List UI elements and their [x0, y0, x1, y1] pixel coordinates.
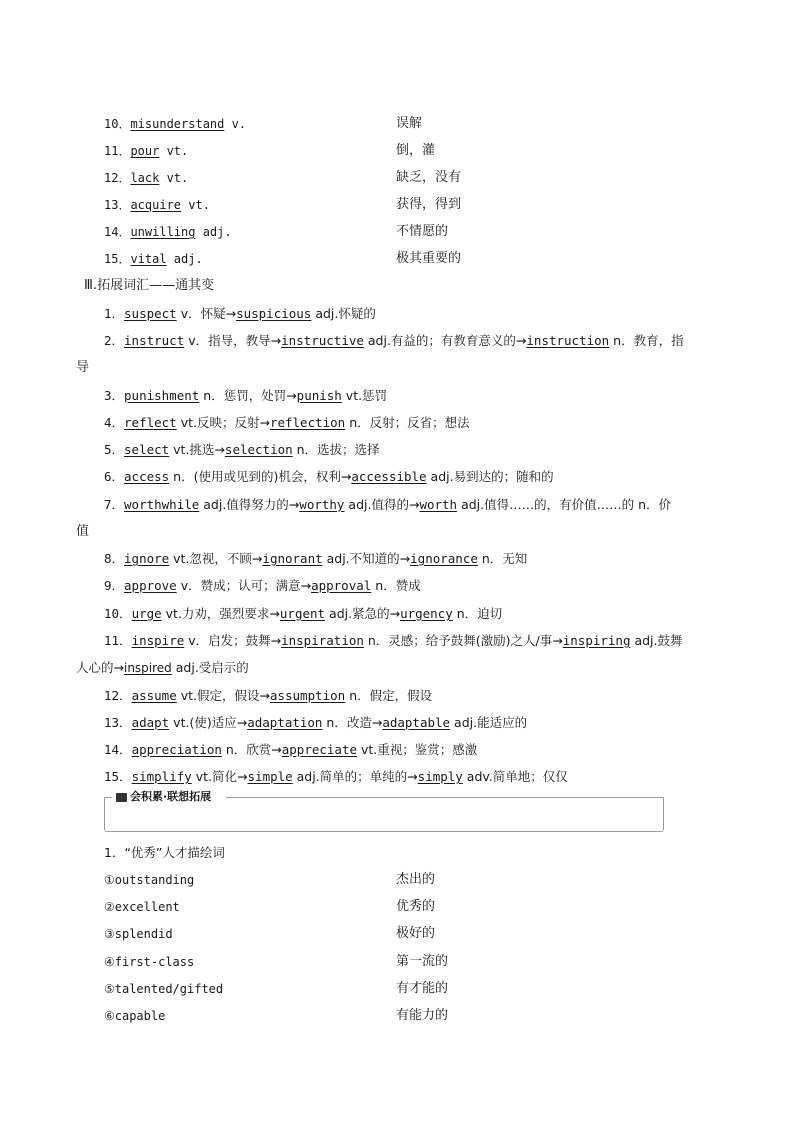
synonym-meaning: 第一流的: [396, 954, 449, 969]
vocab-row: 14．unwilling adj. 不情愿的: [0, 219, 794, 245]
vocab-meaning: 误解: [396, 116, 423, 131]
synonym-word: ⑤talented/gifted: [104, 982, 224, 996]
line-continuation: 人心的→inspired adj.受启示的: [76, 660, 249, 675]
synonym-meaning: 极好的: [396, 926, 436, 941]
synonym-row: [0, 894, 794, 920]
vocab-row: 15．vital adj. 极其重要的: [0, 246, 794, 272]
extension-line: 15．simplify vt.简化→simple adj.简单的；单纯的→simply adv.简单地；仅仅: [104, 769, 568, 784]
vocab-meaning: 获得，得到: [396, 197, 462, 212]
vocab-word: acquire: [130, 198, 182, 212]
synonym-row: [0, 921, 794, 947]
synonym-word: ④first-class: [104, 955, 195, 969]
synonym-meaning: 杰出的: [396, 872, 436, 887]
synonym-word: ②excellent: [104, 900, 180, 914]
synonym-meaning: 优秀的: [396, 899, 436, 914]
extension-line: 14．appreciation n．欣赏→appreciate vt.重视；鉴赏；感激: [104, 742, 478, 757]
extension-line: 3．punishment n．惩罚，处罚→punish vt.惩罚: [104, 388, 388, 403]
vocab-row: 13．acquire vt. 获得，得到: [0, 192, 794, 218]
synonym-row: [0, 1003, 794, 1029]
extension-line: 12．assume vt.假定，假设→assumption n．假定，假设: [104, 688, 433, 703]
vocab-word: unwilling: [130, 225, 196, 239]
vocab-word: pour: [130, 144, 160, 158]
synonym-word: ⑥capable: [104, 1009, 166, 1023]
synonym-row: [0, 867, 794, 893]
synonym-word: ③splendid: [104, 927, 173, 941]
synonym-row: [0, 949, 794, 975]
extension-line: 6．access n．(使用或见到的)机会，权利→accessible adj.易到达的；随和的: [104, 469, 554, 484]
extension-line: 1．suspect v．怀疑→suspicious adj.怀疑的: [104, 306, 376, 321]
extension-line: 9．approve v．赞成；认可；满意→approval n．赞成: [104, 578, 421, 593]
vocab-word: lack: [130, 171, 160, 185]
synonym-meaning: 有才能的: [396, 981, 449, 996]
extension-line: 2．instruct v．指导，教导→instructive adj.有益的；有教育意义的→instruction n．教育，指: [104, 333, 684, 348]
vocab-meaning: 倒，灌: [396, 143, 436, 158]
extension-line: 5．select vt.挑选→selection n．选拔；选择: [104, 442, 380, 457]
vocab-word: misunderstand: [130, 117, 225, 131]
vocab-row: 11．pour vt. 倒，灌: [0, 138, 794, 164]
vocab-row: 10．misunderstand v. 误解: [0, 111, 794, 137]
group-title: 1．“优秀”人才描绘词: [104, 845, 225, 860]
synonym-word: ①outstanding: [104, 873, 195, 887]
line-continuation: 导: [76, 360, 90, 375]
line-continuation: 值: [76, 524, 90, 539]
vocab-meaning: 极其重要的: [396, 251, 462, 266]
extension-line: 13．adapt vt.(使)适应→adaptation n．改造→adaptable adj.能适应的: [104, 715, 528, 730]
section-heading: Ⅲ.拓展词汇——通其变: [84, 278, 215, 293]
vocab-row: 12．lack vt. 缺乏，没有: [0, 165, 794, 191]
extension-line: 10．urge vt.力劝，强烈要求→urgent adj.紧急的→urgency n．迫切: [104, 606, 503, 621]
vocab-word: vital: [130, 252, 167, 266]
vocab-meaning: 缺乏，没有: [396, 170, 462, 185]
box-title: 会积累·联想拓展: [112, 789, 215, 805]
extension-line: 8．ignore vt.忽视，不顾→ignorant adj.不知道的→ignorance n．无知: [104, 551, 528, 566]
extension-line: 7．worthwhile adj.值得努力的→worthy adj.值得的→worth adj.值得……的，有价值……的 n．价: [104, 497, 672, 512]
synonym-row: [0, 976, 794, 1002]
extension-line: 4．reflect vt.反映；反射→reflection n．反射；反省；想法: [104, 415, 470, 430]
extension-line: 11．inspire v．启发；鼓舞→inspiration n．灵感；给予鼓舞(激励)之人/事→inspiring adj.鼓舞: [104, 633, 683, 648]
note-icon: [116, 793, 127, 802]
vocab-meaning: 不情愿的: [396, 224, 449, 239]
synonym-meaning: 有能力的: [396, 1008, 449, 1023]
